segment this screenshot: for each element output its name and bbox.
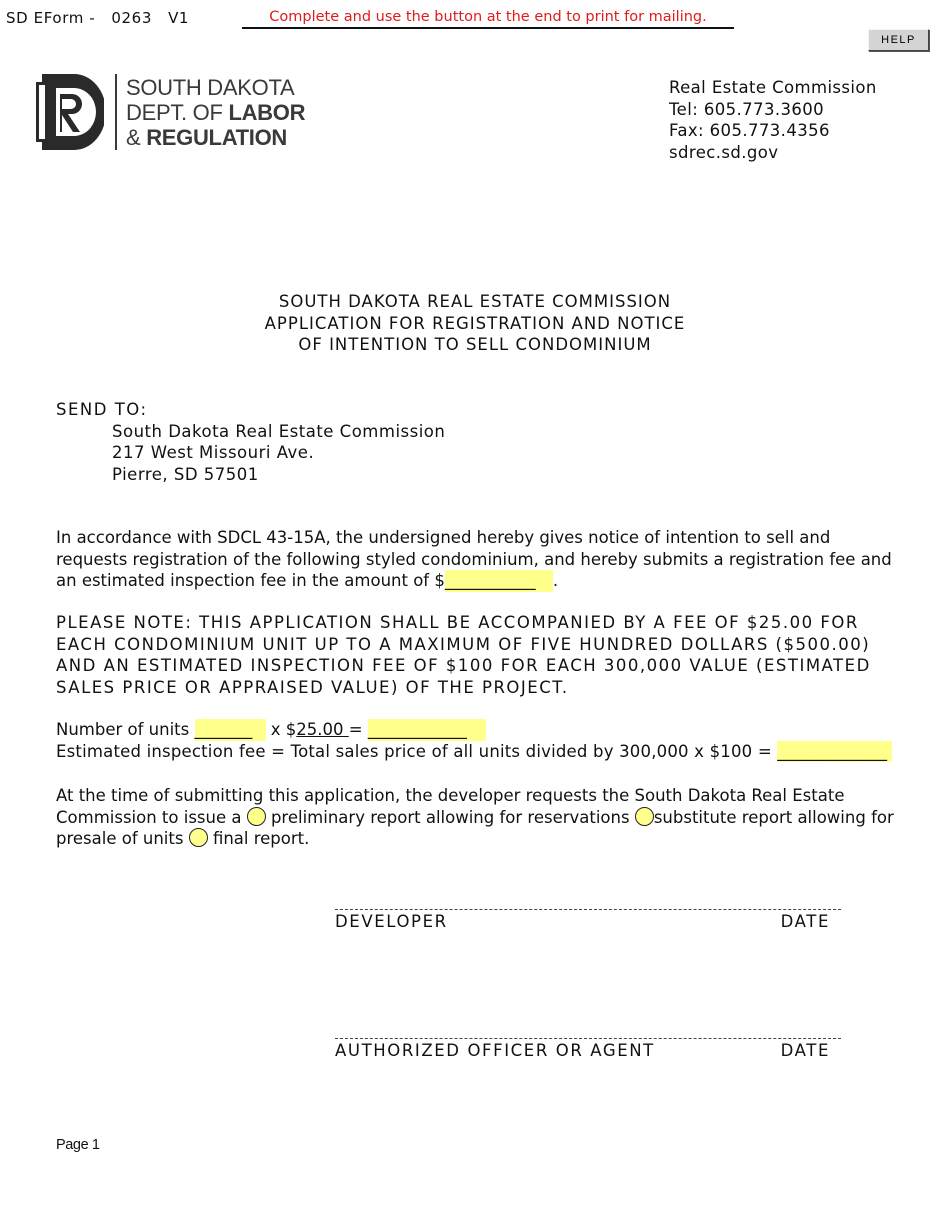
fee-paragraph-text: In accordance with SDCL 43-15A, the undersigned hereby gives notice of intention to sell and requests registration of the following styled condominium, and hereby submits a registration fee and an estimated inspection fee in the amount of $ <box>56 528 892 590</box>
inspection-row <box>56 741 906 763</box>
form-id: SD EForm - 0263 V1 <box>6 9 190 27</box>
logo-text-line3: & REGULATION <box>126 125 287 150</box>
help-button[interactable]: HELP <box>868 29 929 51</box>
send-to-block <box>56 399 445 485</box>
officer-signature-labels <box>335 1041 830 1060</box>
units-total-field[interactable]: ____________ <box>368 719 486 741</box>
developer-label: DEVELOPER <box>335 912 448 931</box>
fee-amount-field[interactable]: ___________ <box>445 570 553 592</box>
title-line1: SOUTH DAKOTA REAL ESTATE COMMISSION <box>278 292 672 311</box>
contact-fax: Fax: 605.773.4356 <box>669 121 830 140</box>
developer-signature-labels <box>335 912 830 931</box>
report-request-paragraph: At the time of submitting this application, the developer requests the South Dakota Real Estate Commission to issue a preliminary report allowing for reservations substitute report allowing for presale of units final report. <box>56 786 894 848</box>
officer-signature-line[interactable] <box>335 1038 841 1039</box>
form-title <box>175 291 775 356</box>
substitute-report-label: substitute report allowing for presale of units <box>56 807 894 848</box>
send-to-address-line2: 217 West Missouri Ave. <box>112 443 315 462</box>
title-line2: APPLICATION FOR REGISTRATION AND NOTICE <box>264 313 686 333</box>
send-to-label: SEND TO: <box>56 400 148 419</box>
fee-paragraph: In accordance with SDCL 43-15A, the undersigned hereby gives notice of intention to sell and requests registration of the following styled condominium, and hereby submits a registration fee and an estimated inspection fee in the amount of $___________ . <box>56 528 892 590</box>
inspection-label: Estimated inspection fee = Total sales price of all units divided by 300,000 x $100 = <box>56 741 778 761</box>
logo-text-line2: DEPT. OF LABOR <box>126 100 306 125</box>
please-note-paragraph: PLEASE NOTE: THIS APPLICATION SHALL BE ACCOMPANIED BY A FEE OF $25.00 FOR EACH CONDOMINIUM UNIT UP TO A MAXIMUM OF FIVE HUNDRED DOLLARS ($500.00) AND AN ESTIMATED INSPECTION FEE OF $100 FOR EACH 300,000 VALUE (ESTIMATED SALES PRICE OR APPRAISED VALUE) OF THE PROJECT. <box>56 613 871 697</box>
fee-calculation <box>56 719 906 762</box>
developer-signature-line[interactable] <box>335 909 841 910</box>
page-number: Page 1 <box>56 1137 100 1153</box>
logo-text-line1: SOUTH DAKOTA <box>126 75 295 100</box>
developer-date-label: DATE <box>780 912 830 931</box>
contact-web: sdrec.sd.gov <box>669 142 779 162</box>
units-label: Number of units <box>56 720 195 739</box>
per-unit-fee: 25.00 <box>296 720 349 739</box>
officer-label: AUTHORIZED OFFICER OR AGENT <box>335 1041 655 1060</box>
units-row: Number of units _______ x $25.00 = ____________ <box>56 719 906 741</box>
units-field[interactable]: _______ <box>195 719 266 741</box>
contact-org: Real Estate Commission <box>669 78 877 97</box>
preliminary-report-label: preliminary report allowing for reservations <box>265 807 635 827</box>
preliminary-report-radio[interactable] <box>247 807 266 826</box>
final-report-label: final report. <box>207 829 310 848</box>
officer-date-label: DATE <box>780 1041 830 1060</box>
send-to-address-line1: South Dakota Real Estate Commission <box>112 421 446 441</box>
send-to-address-line3: Pierre, SD 57501 <box>112 464 259 484</box>
inspection-fee-field[interactable]: _____________ <box>777 741 892 763</box>
substitute-report-radio[interactable] <box>635 807 654 826</box>
contact-block <box>669 77 877 163</box>
final-report-radio[interactable] <box>189 828 208 847</box>
print-instruction: Complete and use the button at the end to print for mailing. <box>242 9 734 29</box>
dlr-logo-mark-icon <box>36 74 104 150</box>
department-logo <box>36 74 306 152</box>
contact-tel: Tel: 605.773.3600 <box>669 99 825 119</box>
title-line3: OF INTENTION TO SELL CONDOMINIUM <box>298 335 652 354</box>
